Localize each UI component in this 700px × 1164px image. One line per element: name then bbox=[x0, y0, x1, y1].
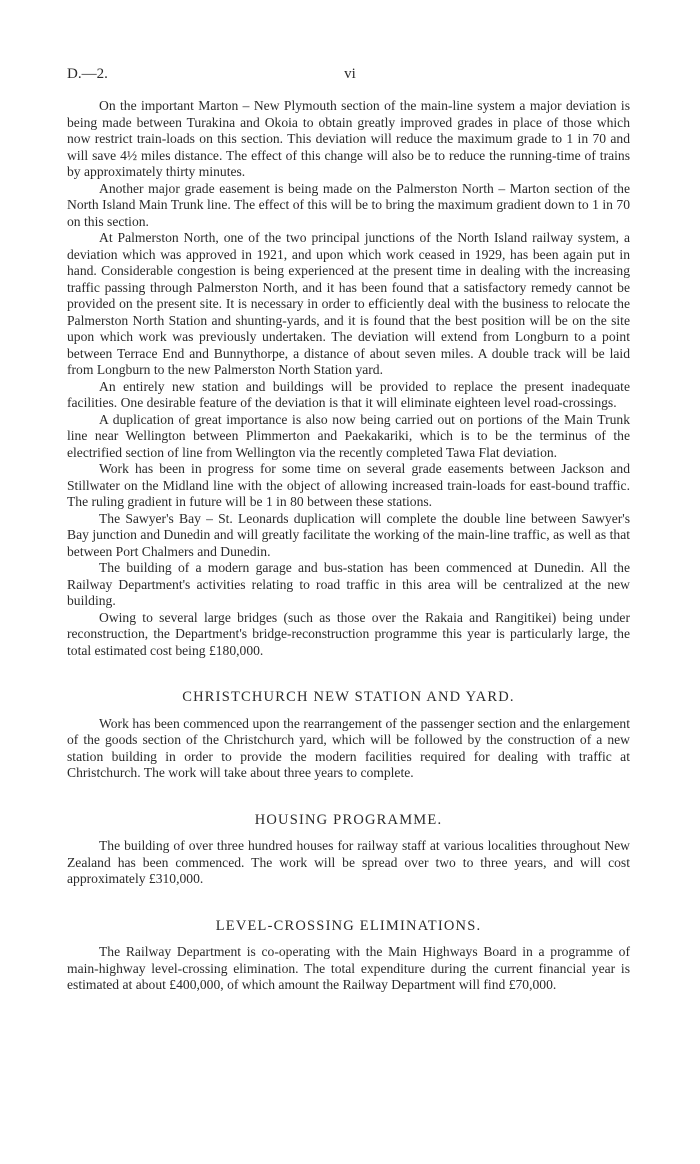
paragraph-palmerston-marton: Another major grade easement is being made on the Palmerston North – Marton section of the North Island Main Trunk line. The effect of this will be to bring the maximum gradient down to 1 in 70 on this section. bbox=[67, 180, 630, 229]
paragraph-level-crossing: The Railway Department is co-operating with the Main Highways Board in a programme of main-highway level-crossing elimination. The total expenditure during the current financial year is estimated at about £400,000, of which amount the Railway Department will find £70,000. bbox=[67, 944, 630, 992]
paragraph-new-station: An entirely new station and buildings will be provided to replace the present inadequate facilities. One desirable feature of the deviation is that it will eliminate eighteen level road-crossings. bbox=[67, 378, 630, 410]
paragraph-bridge-reconstruction: Owing to several large bridges (such as those over the Rakaia and Rangitikei) being under reconstruction, the Department's bridge-reconstruction programme this year is particularly large, the total estimated cost being £180,000. bbox=[67, 609, 630, 658]
document-body bbox=[67, 98, 630, 994]
page-number: vi bbox=[344, 66, 356, 82]
paragraph-housing: The building of over three hundred houses for railway staff at various localities throughout New Zealand has been commenced. The work will be spread over two to three years, and will cost approximately £310,000. bbox=[67, 838, 630, 886]
paragraph-sawyers-bay: The Sawyer's Bay – St. Leonards duplication will complete the double line between Sawyer's Bay junction and Dunedin and will greatly facilitate the working of the main-line traffic, as well as that between Port Chalmers and Dunedin. bbox=[67, 510, 630, 559]
paragraph-palmerston-north-deviation: At Palmerston North, one of the two principal junctions of the North Island railway system, a deviation which was approved in 1921, and upon which work ceased in 1929, has been again put in hand. Considerable congestion is being experienced at the present time in dealing with the increasing traffic passing through Palmerston North, and it has been found that a satisfactory remedy cannot be provided on the present site. It is necessary in order to efficiently deal with the business to relocate the Palmerston North Station and shunting-yards, and it is found that the best position will be on the site upon which work was previously undertaken. The deviation will extend from Longburn to a point between Terrace End and Bunnythorpe, a distance of about seven miles. A double track will be laid from Longburn to the new Palmerston North Station yard. bbox=[67, 230, 630, 377]
paragraph-midland-line: Work has been in progress for some time on several grade easements between Jackson and Stillwater on the Midland line with the object of allowing increased train-loads for east-bound traffic. The ruling gradient in future will be 1 in 80 between these stations. bbox=[67, 461, 630, 509]
section-heading-christchurch: CHRISTCHURCH NEW STATION AND YARD. bbox=[182, 689, 515, 705]
paragraph-marton-new-plymouth: On the important Marton – New Plymouth section of the main-line system a major deviation is being made between Turakina and Okoia to obtain greatly improved grades in place of those which now restrict train-loads on this section. This deviation will reduce the maximum grade to 1 in 70 and will save 4½ miles distance. The effect of this change will also be to reduce the running-time of trains by approximately thirty minutes. bbox=[67, 98, 630, 179]
section-heading-housing: HOUSING PROGRAMME. bbox=[254, 811, 443, 828]
paragraph-wellington-duplication: A duplication of great importance is also now being carried out on portions of the Main Trunk line near Wellington between Plimmerton and Paekakariki, which is to be the terminus of the electrified section of line from Wellington via the recently completed Tawa Flat deviation. bbox=[67, 411, 630, 460]
document-reference: D.—2. bbox=[67, 66, 108, 82]
paragraph-dunedin-garage: The building of a modern garage and bus-station has been commenced at Dunedin. All the Railway Department's activities relating to road traffic in this area will be centralized at the new building. bbox=[67, 560, 630, 608]
section-heading-level-crossing: LEVEL-CROSSING ELIMINATIONS. bbox=[215, 917, 482, 934]
paragraph-christchurch: Work has been commenced upon the rearrangement of the passenger section and the enlargement of the goods section of the Christchurch yard, which will be followed by the construction of a new station building in order to provide the modern facilities required for dealing with traffic at Christchurch. The work will take about three years to complete. bbox=[67, 715, 630, 780]
